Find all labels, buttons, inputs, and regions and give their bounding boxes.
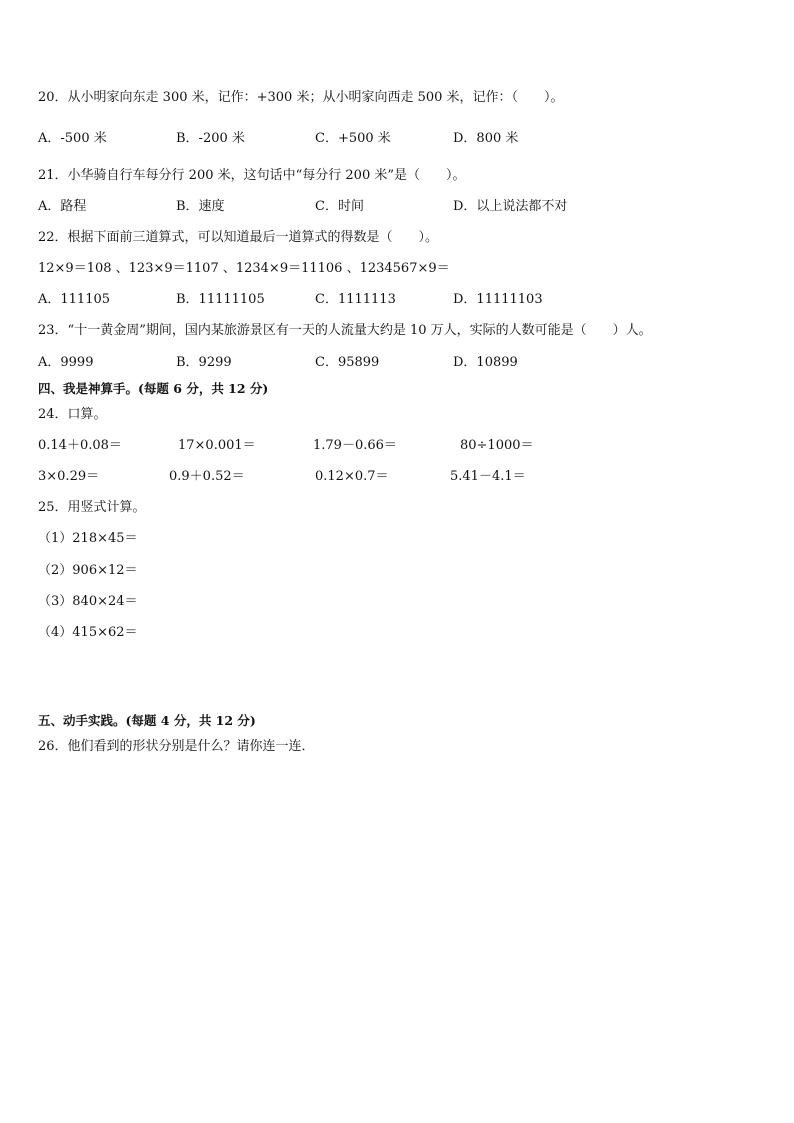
question-20-option-d: D．800 米 [453, 131, 519, 146]
section-4-title: 四、我是神算手。(每题 6 分，共 12 分) [38, 381, 269, 396]
question-20-option-b: B．-200 米 [176, 131, 245, 146]
question-21-option-a: A．路程 [38, 199, 87, 214]
question-25-stem: 25．用竖式计算。 [38, 500, 146, 515]
question-22-option-c: C．1111113 [315, 292, 396, 307]
question-20-stem: 20．从小明家向东走 300 米，记作：+300 米；从小明家向西走 500 米，记作：（ ）。 [38, 90, 564, 105]
question-21-option-b: B．速度 [176, 199, 225, 214]
question-22-option-b: B．11111105 [176, 292, 265, 307]
question-21-option-d: D．以上说法都不对 [453, 199, 568, 214]
question-23-option-d: D．10899 [453, 355, 518, 370]
oral-calc-item: 17×0.001＝ [178, 438, 256, 453]
question-22-expression: 12×9＝108 、123×9＝1107 、1234×9＝11106 、1234567×9＝ [38, 261, 450, 276]
question-22-option-a: A．111105 [38, 292, 111, 307]
oral-calc-item: 5.41－4.1＝ [450, 469, 526, 484]
oral-calc-item: 80÷1000＝ [460, 438, 534, 453]
oral-calc-item: 0.14＋0.08＝ [38, 438, 122, 453]
section-5-title: 五、动手实践。(每题 4 分，共 12 分) [38, 713, 256, 728]
vertical-calc-item: （3）840×24＝ [38, 594, 138, 609]
question-23-option-a: A．9999 [38, 355, 94, 370]
vertical-calc-item: （4）415×62＝ [38, 625, 138, 640]
question-20-option-a: A．-500 米 [38, 131, 107, 146]
oral-calc-item: 3×0.29＝ [38, 469, 100, 484]
question-22-option-d: D．11111103 [453, 292, 543, 307]
question-24-stem: 24．口算。 [38, 407, 107, 422]
vertical-calc-item: （1）218×45＝ [38, 531, 138, 546]
question-21-option-c: C．时间 [315, 199, 364, 214]
question-22-stem: 22．根据下面前三道算式，可以知道最后一道算式的得数是（ ）。 [38, 230, 439, 245]
question-23-option-b: B．9299 [176, 355, 232, 370]
question-23-stem: 23．“十一黄金周”期间，国内某旅游景区有一天的人流量大约是 10 万人，实际的人数可能是（ ）人。 [38, 323, 652, 338]
vertical-calc-item: （2）906×12＝ [38, 563, 138, 578]
oral-calc-item: 0.12×0.7＝ [315, 469, 389, 484]
question-21-stem: 21．小华骑自行车每分行 200 米，这句话中“每分行 200 米”是（ ）。 [38, 168, 466, 183]
question-23-option-c: C．95899 [315, 355, 380, 370]
oral-calc-item: 0.9＋0.52＝ [169, 469, 245, 484]
oral-calc-item: 1.79－0.66＝ [313, 438, 397, 453]
question-26-stem: 26．他们看到的形状分别是什么？请你连一连． [38, 739, 315, 754]
question-20-option-c: C．+500 米 [315, 131, 391, 146]
